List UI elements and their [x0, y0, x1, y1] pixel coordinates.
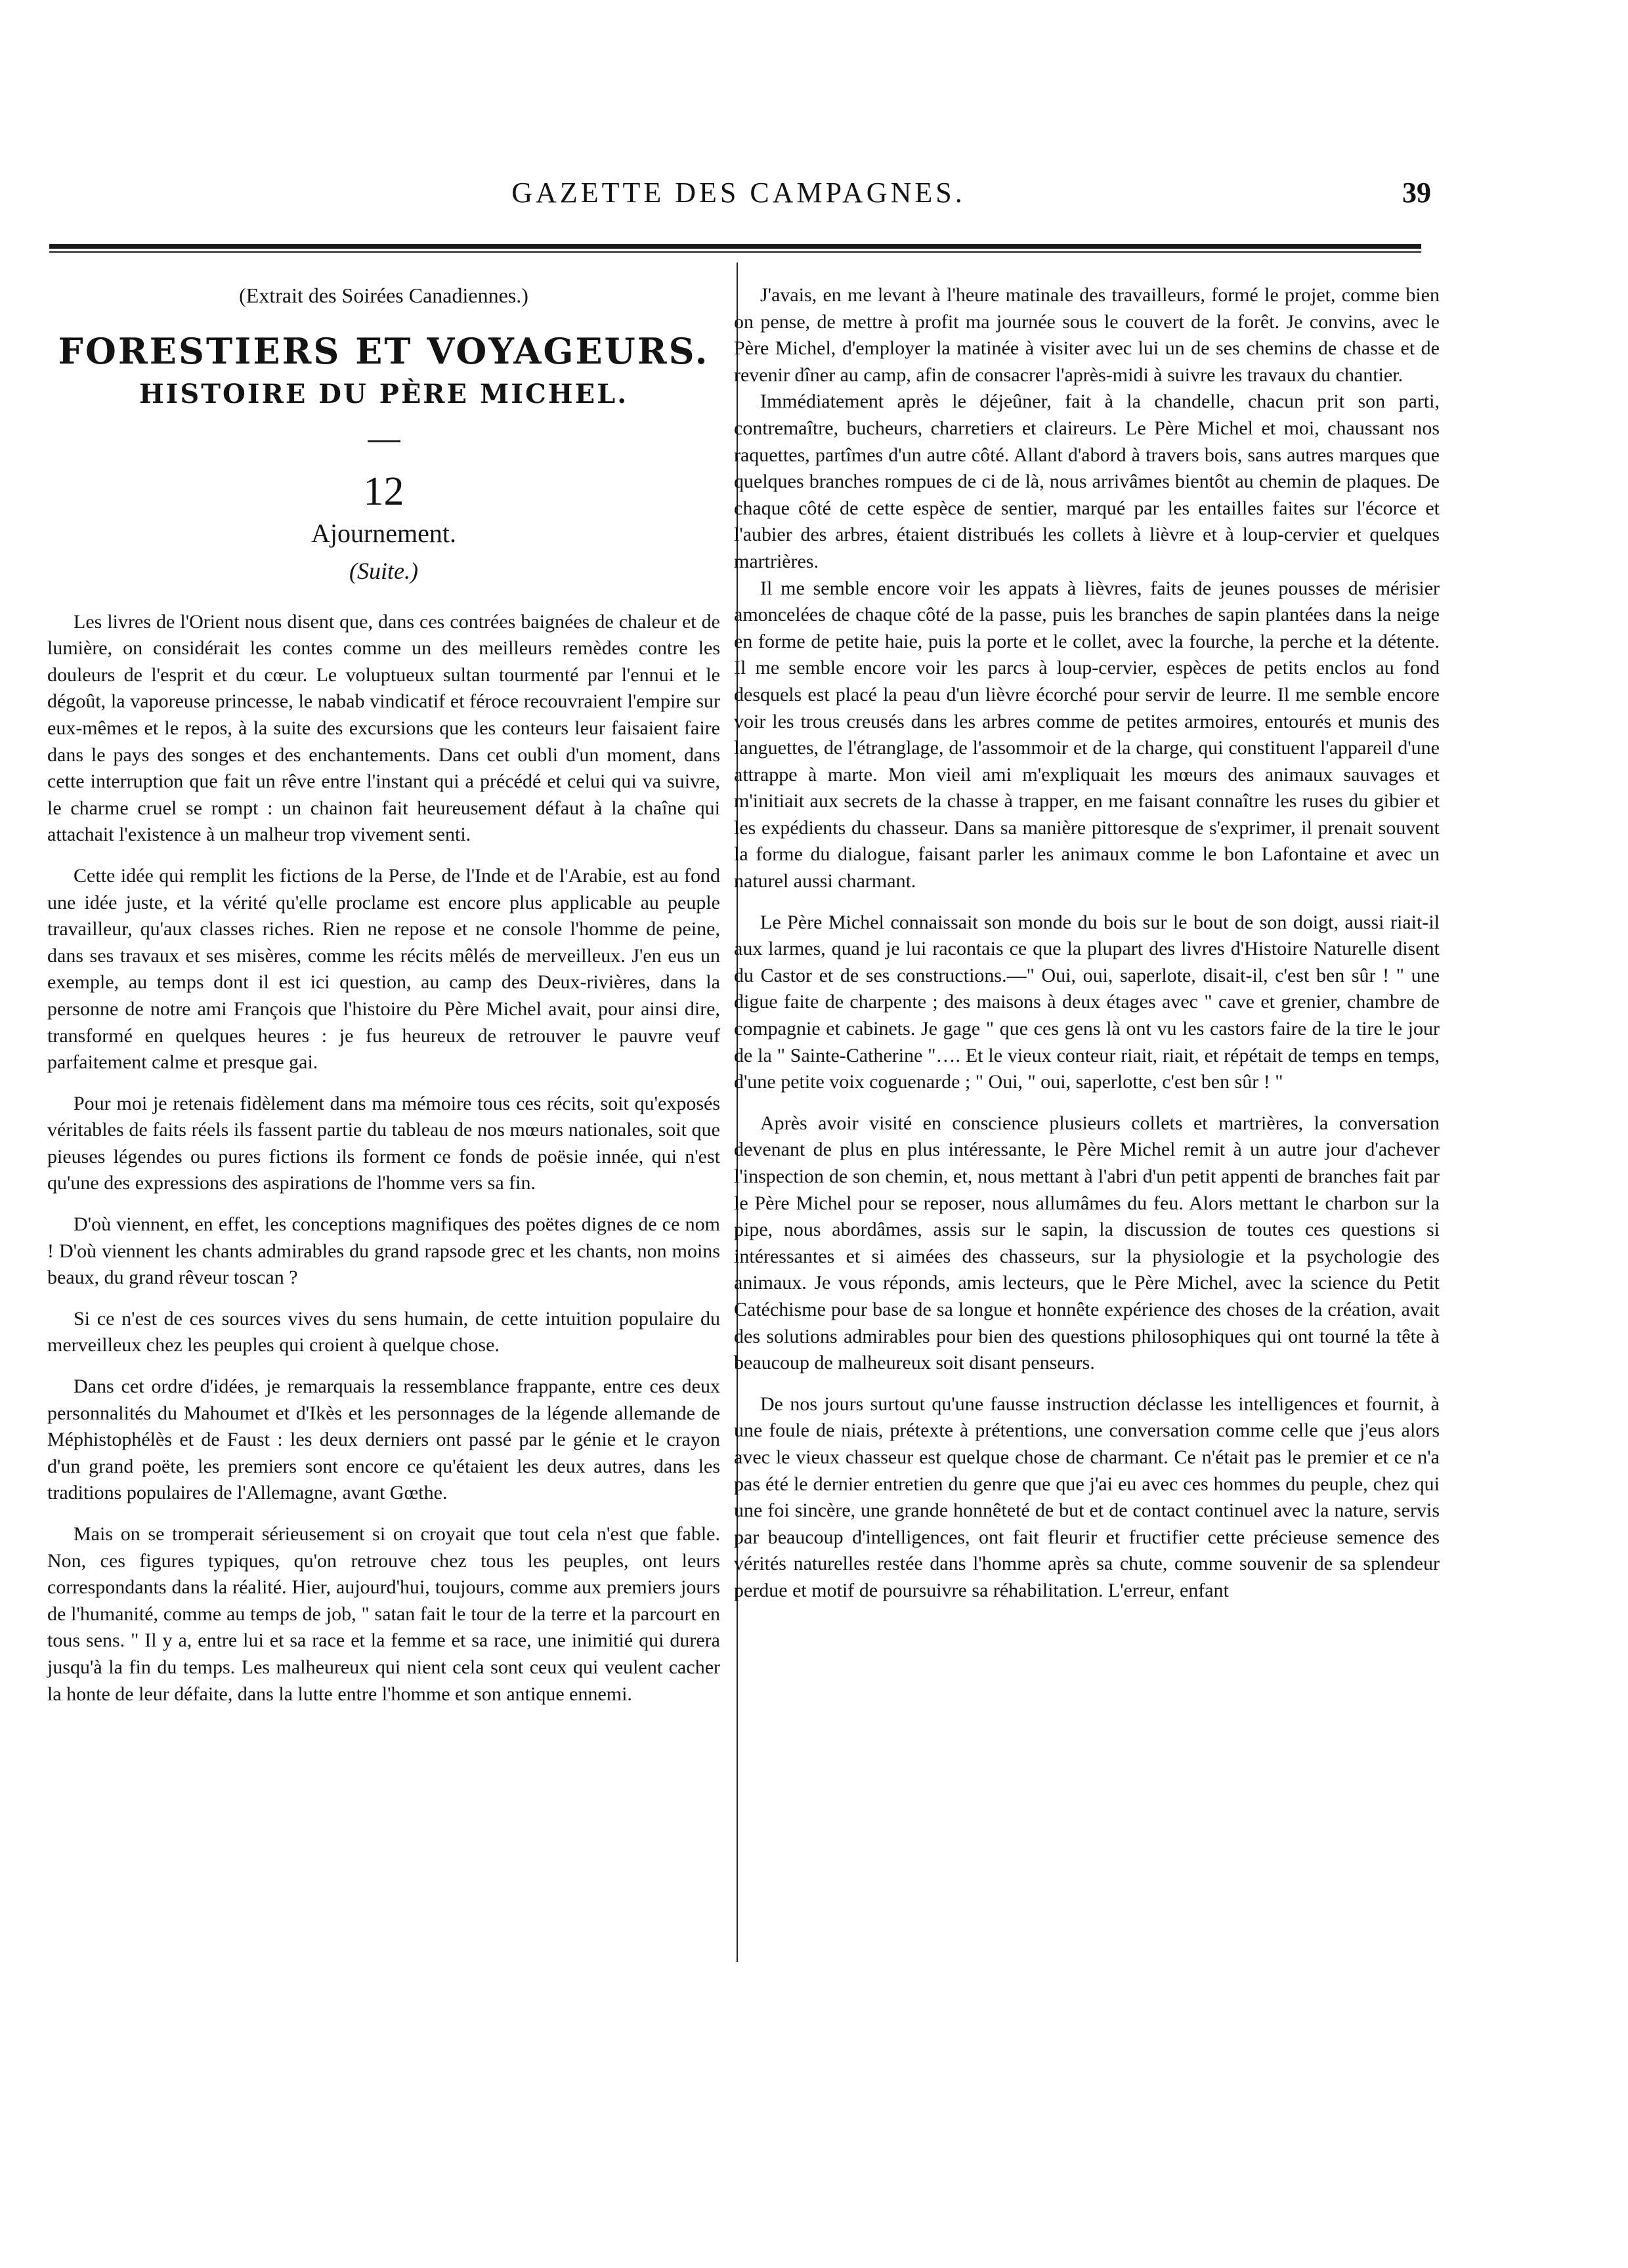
right-column [734, 282, 1440, 1605]
header-rule [49, 244, 1421, 253]
paragraph: Mais on se tromperait sérieusement si on croyait que tout cela n'est que fable. Non, ces figures typiques, qu'on retrouve chez tous les peuples, ont leurs correspondants dans la réalité. Hier, aujourd'hui, toujours, comme aux premiers jours de l'humanité, comme au temps de job, " satan fait le tour de la terre et la parcourt en tous sens. " Il y a, entre lui et sa race et la femme et sa race, une inimitié qui durera jusqu'à la fin du temps. Les malheureux qui nient cela sont ceux qui veulent cacher la honte de leur défaite, dans la lutte entre l'homme et son antique ennemi. [47, 1523, 720, 1705]
paragraph: Le Père Michel connaissait son monde du bois sur le bout de son doigt, aussi riait-il aux larmes, quand je lui racontais ce que la plupart des livres d'Histoire Naturelle disent du Castor et de ses constructions.—" Oui, oui, saperlote, disait-il, c'est ben sûr ! " une digue faite de charpente ; des maisons à deux étages avec " cave et grenier, chambre de compagnie et cabinets. Je gage " que ces gens là ont vu les castors faire de la tire le jour de la " Sainte-Catherine "…. Et le vieux conteur riait, riait, et répétait de temps en temps, d'une petite voix coguenarde ; " Oui, " oui, saperlotte, c'est ben sûr ! " [734, 911, 1440, 1093]
paragraph: Il me semble encore voir les appats à lièvres, faits de jeunes pousses de mérisier amoncelées de chaque côté de la passe, puis les branches de sapin plantées dans la neige en forme de petite haie, puis la porte et le collet, avec la fourche, la perche et la détente. Il me semble encore voir les parcs à loup-cervier, espèces de petits enclos au fond desquels est placé la peau d'un lièvre écorché pour servir de leurre. Il me semble encore voir les trous creusés dans les arbres comme de petites armoires, entourés et munis des languettes, de l'étranglage, de l'assommoir et de la charge, qui constituent l'appareil d'une attrappe à marte. Mon vieil ami m'expliquait les mœurs des animaux sauvages et m'initiait aux secrets de la chasse à trapper, en me faisant connaître les ruses du gibier et les expédients du chasseur. Dans sa manière pittoresque de s'exprimer, il prenait souvent la forme du dialogue, faisant parler les animaux comme le bon Lafontaine et avec un naturel aussi charmant. [734, 577, 1440, 892]
paragraph: Pour moi je retenais fidèlement dans ma mémoire tous ces récits, soit qu'exposés véritables de faits réels ils fassent partie du tableau de nos mœurs nationales, soit que pieuses légendes ou pures fictions ils forment ce fonds de poësie innée, qui n'est qu'une des expressions des aspirations de l'homme vers sa fin. [47, 1092, 720, 1194]
story-title: HISTOIRE DU PÈRE MICHEL. [139, 378, 629, 410]
paragraph: Après avoir visité en conscience plusieurs collets et martrières, la conversation devenant de plus en plus intéressante, le Père Michel remit à un autre jour d'achever l'inspection de son chemin, et, nous mettant à l'abri d'un petit appenti de branches fait par le Père Michel pour se reposer, nous allumâmes du feu. Alors mettant le charbon sur la pipe, nous abordâmes, assis sur le sapin, la discussion de toutes ces questions si intéressantes et si aimées des chasseurs, sur la physiologie et la psychologie des animaux. Je vous réponds, amis lecteurs, que le Père Michel, avec la science du Petit Catéchisme pour base de sa longue et honnête expérience des choses de la création, avait des solutions admirables pour bien des questions philosophiques qui ont tourné la tête à beaucoup de malheureux soit disant penseurs. [734, 1112, 1440, 1374]
paragraph: Dans cet ordre d'idées, je remarquais la ressemblance frappante, entre ces deux personnalités du Mahoumet et d'Ikès et les personnages de la légende allemande de Méphistophélès et de Faust : les deux derniers ont passé par le génie et le crayon d'un grand poëte, les premiers sont encore ce qu'étaient les deux autres, dans les traditions populaires de l'Allemagne, avant Gœthe. [47, 1376, 720, 1504]
source-note: (Extrait des Soirées Canadiennes.) [239, 284, 528, 307]
chapter-subtitle: (Suite.) [349, 557, 418, 584]
paragraph: Immédiatement après le déjeûner, fait à la chandelle, chacun prit son parti, contremaître, bucheurs, charretiers et claireurs. Le Père Michel et moi, chaussant nos raquettes, partîmes d'un autre côté. Allant d'abord à travers bois, sans autres marques que quelques branches rompues de ci de là, nous arrivâmes bientôt au chemin de plaques. De chaque côté de cette espèce de sentier, marqué par les entailles faites sur l'écorce et l'aubier des arbres, étaient distribués les collets à lièvre et à loup-cervier et quelques martrières. [734, 390, 1440, 572]
page-title: GAZETTE DES CAMPAGNES. [511, 177, 966, 209]
title-rule [368, 440, 400, 442]
paragraph: De nos jours surtout qu'une fausse instruction déclasse les intelligences et fournit, à une foule de niais, prétexte à prétentions, une conversation comme celle que j'eus alors avec le vieux chasseur est quelque chose de charmant. Ce n'était pas le premier et ce n'a pas été le dernier entretien du genre que que j'ai eu avec ces hommes du peuple, chez qui une foi sincère, une grande honnêteté de but et de contact continuel avec la nature, servis par beaucoup d'intelligences, ont fait fleurir et fructifier cette précieuse semence des vérités naturelles restée dans l'homme après sa chute, comme souvenir de sa splendeur perdue et motif de poursuivre sa réhabilitation. L'erreur, enfant [734, 1393, 1440, 1601]
page-number: 39 [1402, 177, 1431, 209]
left-column [47, 282, 720, 1708]
paragraph: Si ce n'est de ces sources vives du sens humain, de cette intuition populaire du merveilleux chez les peuples qui croient à quelque chose. [47, 1307, 720, 1356]
paragraph: J'avais, en me levant à l'heure matinale des travailleurs, formé le projet, comme bien on pense, de mettre à profit ma journée sous le couvert de la forêt. Je convins, avec le Père Michel, d'employer la matinée à visiter avec lui un de ses chemins de chasse et de revenir dîner au camp, afin de consacrer l'après-midi à suivre les travaux du chantier. [734, 284, 1440, 386]
page-header [46, 176, 1431, 215]
series-title: FORESTIERS ET VOYAGEURS. [58, 329, 710, 372]
paragraph: D'où viennent, en effet, les conceptions magnifiques des poëtes dignes de ce nom ! D'où viennent les chants admirables du grand rapsode grec et les chants, non moins beaux, du grand rêveur toscan ? [47, 1213, 720, 1289]
paragraph: Les livres de l'Orient nous disent que, dans ces contrées baignées de chaleur et de lumière, on considérait les contes comme un des meilleurs remèdes contre les douleurs de l'esprit et du cœur. Le voluptueux sultan tourmenté par l'ennui et le dégoût, la vaporeuse princesse, le nabab vindicatif et féroce recouvraient l'empire sur eux-mêmes et le repos, à la suite des excursions que les conteurs leur faisaient faire dans le pays des songes et des enchantements. Dans cet oubli d'un moment, dans cette interruption que fait un rêve entre l'instant qui a précédé et celui qui va suivre, le charme cruel se rompt : un chainon fait heureusement défaut à la chaîne qui attachait l'existence à un malheur trop vivement senti. [47, 610, 720, 846]
chapter-number: 12 [363, 469, 404, 514]
paragraph: Cette idée qui remplit les fictions de la Perse, de l'Inde et de l'Arabie, est au fond une idée juste, et la vérité qu'elle proclame est encore plus applicable au peuple travailleur, qu'aux classes riches. Rien ne repose et ne console l'homme de peine, dans ses travaux et ses misères, comme les récits mêlés de merveilleux. J'en eus un exemple, au temps dont il est ici question, au camp des Deux-rivières, dans la personne de notre ami François que l'histoire du Père Michel avait, pour ainsi dire, transformé en quelques heures : je fus heureux de retrouver le pauvre veuf parfaitement calme et presque gai. [47, 864, 720, 1074]
chapter-title: Ajournement. [311, 518, 457, 548]
